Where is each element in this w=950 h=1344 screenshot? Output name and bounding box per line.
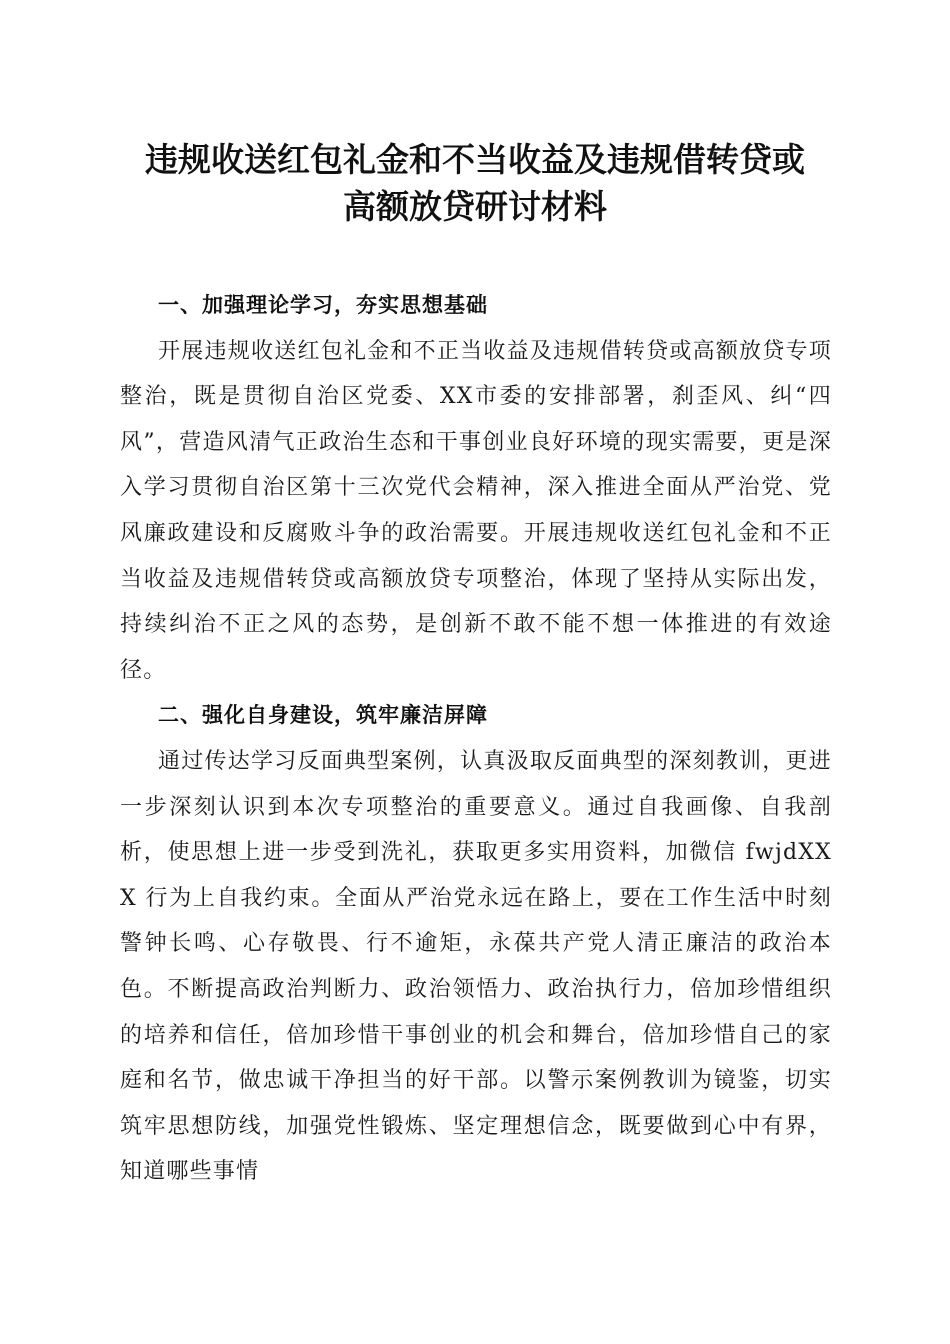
section-paragraph-1: 开展违规收送红包礼金和不正当收益及违规借转贷或高额放贷专项整治，既是贯彻自治区党委、XX市委的安排部署，刹歪风、纠“四风”，营造风清气正政治生态和干事创业良好环境的现实需要，更是深入学习贯彻自治区第十三次党代会精神，深入推进全面从严治党、党风廉政建设和反腐败斗争的政治需要。开展违规收送红包礼金和不正当收益及违规借转贷或高额放贷专项整治，体现了坚持从实际出发，持续纠治不正之风的态势，是创新不敢不能不想一体推进的有效途径。 — [120, 338, 832, 683]
title-line-1: 违规收送红包礼金和不当收益及违规借转贷或 — [145, 140, 805, 179]
document-body — [120, 283, 832, 1195]
section-heading-1: 一、加强理论学习，夯实思想基础 — [158, 293, 488, 317]
section-paragraph-2: 通过传达学习反面典型案例，认真汲取反面典型的深刻教训，更进一步深刻认识到本次专项整治的重要意义。通过自我画像、自我剖析，使思想上进一步受到洗礼，获取更多实用资料，加微信 fwjdXXX 行为上自我约束。全面从严治党永远在路上，要在工作生活中时刻警钟长鸣、心存敬畏、行不逾矩，永葆共产党人清正廉洁的政治本色。不断提高政治判断力、政治领悟力、政治执行力，倍加珍惜组织的培养和信任，倍加珍惜干事创业的机会和舞台，倍加珍惜自己的家庭和名节，做忠诚干净担当的好干部。以警示案例教训为镜鉴，切实筑牢思想防线，加强党性锻炼、坚定理想信念，既要做到心中有界，知道哪些事情 — [120, 748, 832, 1185]
title-line-2: 高额放贷研讨材料 — [343, 187, 607, 226]
document-title — [100, 136, 850, 230]
section-heading-2: 二、强化自身建设，筑牢廉洁屏障 — [158, 703, 488, 728]
